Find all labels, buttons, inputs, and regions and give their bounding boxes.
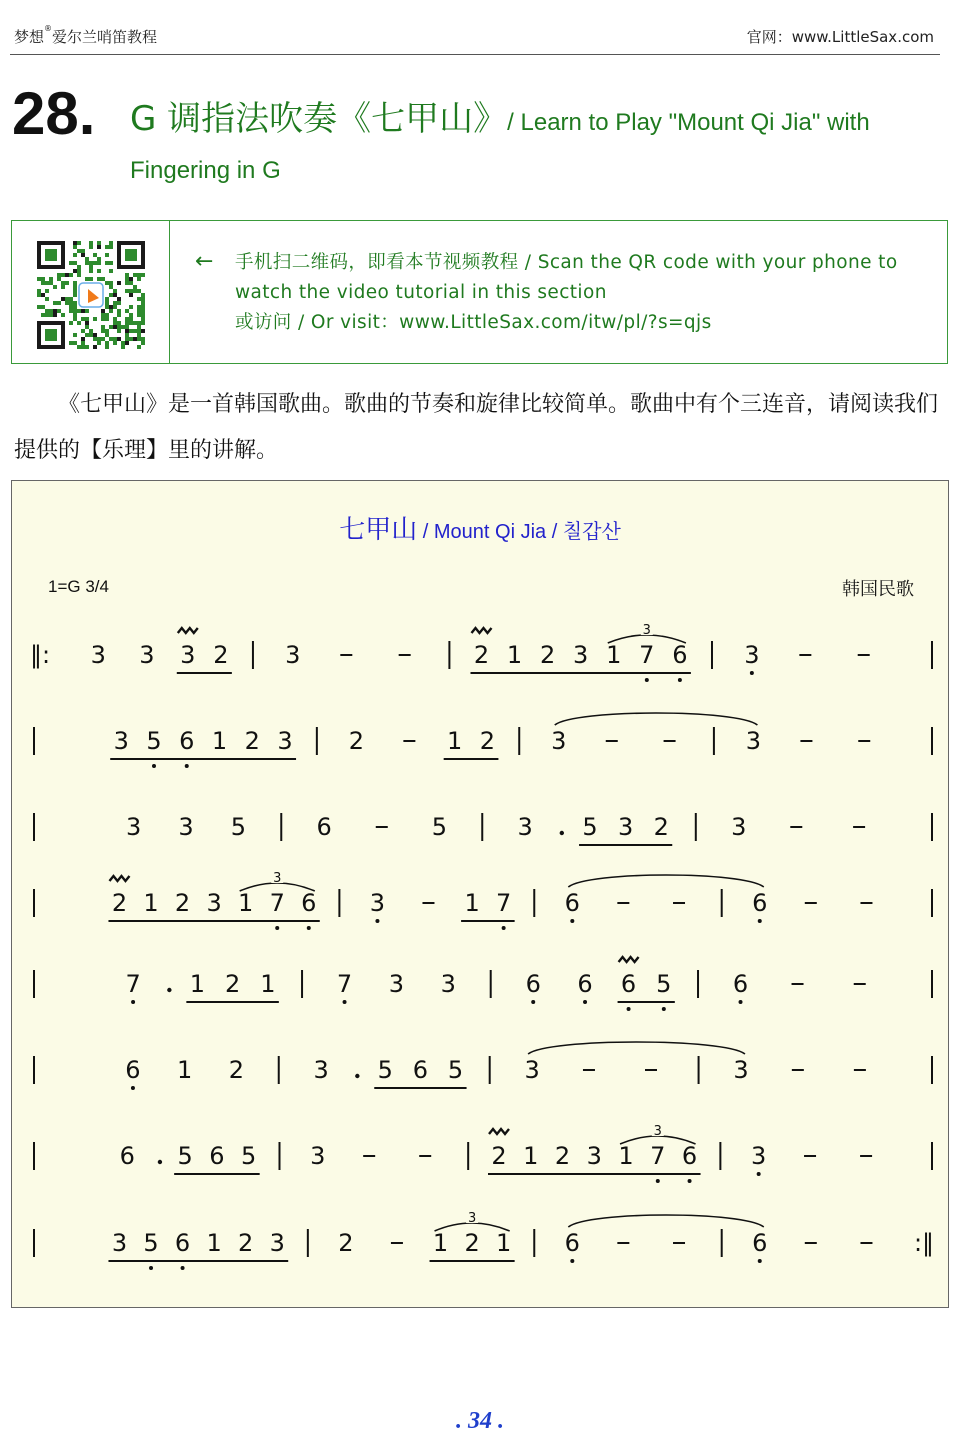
jianpu-note: 5 (146, 727, 162, 755)
jianpu-note: 3 (745, 727, 762, 755)
lesson-number: 28. (12, 80, 96, 147)
jianpu-note: 3 (744, 641, 760, 669)
jianpu-note: 1 (506, 641, 523, 669)
jianpu-note: 6 (752, 889, 768, 917)
low-octave-dot (758, 919, 762, 923)
jianpu-note: 6 (412, 1056, 429, 1084)
jianpu-note: 6 (564, 889, 580, 917)
jianpu-note: 5 (143, 1229, 159, 1257)
jianpu-note: 6 (179, 727, 195, 755)
jianpu-note: 3 (517, 813, 533, 841)
jianpu-note: 2 (539, 641, 556, 669)
lesson-title-en: / Learn to Play "Mount Qi Jia" with Fingering in G (130, 109, 870, 184)
low-octave-dot (627, 1007, 631, 1011)
jianpu-notation (12, 481, 948, 1307)
jianpu-note: 2 (228, 1056, 244, 1084)
low-octave-dot (131, 1000, 135, 1004)
key-signature: 1=G 3/4 (48, 577, 109, 596)
jianpu-note: 3 (113, 727, 129, 755)
jianpu-note: 2 (238, 1229, 254, 1257)
jianpu-note: 2 (111, 889, 128, 917)
triplet-number: 3 (653, 1124, 662, 1139)
brand-title: 爱尔兰哨笛教程 (52, 28, 158, 46)
jianpu-note: 5 (377, 1056, 393, 1084)
score-title-zh: 七甲山 (339, 515, 418, 545)
lesson-title-zh: G 调指法吹奏《七甲山》 (130, 99, 508, 139)
jianpu-note: 1 (447, 727, 463, 755)
jianpu-note: 3 (180, 641, 196, 669)
brand-name: 梦想 (14, 28, 45, 46)
jianpu-note: 2 (338, 1229, 354, 1257)
jianpu-note: 5 (447, 1056, 464, 1084)
jianpu-note: 6 (174, 1229, 191, 1257)
jianpu-note: 7 (495, 889, 512, 917)
jianpu-note: 3 (551, 727, 567, 755)
ornament-mark (109, 876, 129, 881)
low-octave-dot (662, 1007, 666, 1011)
jianpu-note: 1 (618, 1142, 634, 1170)
tie-slur (568, 1215, 763, 1227)
header-brand (14, 26, 157, 47)
jianpu-note: 3 (126, 813, 142, 841)
triplet-number: 3 (273, 871, 282, 886)
jianpu-note: 7 (639, 641, 655, 669)
jianpu-note: 3 (731, 813, 747, 841)
jianpu-note: 6 (209, 1142, 225, 1170)
jianpu-note: 6 (301, 889, 317, 917)
jianpu-note: 6 (672, 641, 688, 669)
jianpu-note: 6 (620, 970, 637, 998)
tie-slur (555, 713, 758, 725)
jianpu-note: 3 (733, 1056, 749, 1084)
jianpu-note: 5 (230, 813, 246, 841)
low-octave-dot (688, 1179, 692, 1183)
song-origin: 韩国民歌 (842, 579, 914, 600)
jianpu-note: 1 (432, 1229, 449, 1257)
intro-text: 《七甲山》是一首韩国歌曲。歌曲的节奏和旋律比较简单。歌曲中有个三连音，请阅读我们提供的【乐理】里的讲解。 (14, 392, 939, 463)
jianpu-note: 6 (732, 970, 749, 998)
jianpu-note: 3 (440, 970, 456, 998)
jianpu-note: 1 (495, 1229, 512, 1257)
augmentation-dot (167, 988, 171, 992)
arrow-left-icon: ← (195, 249, 214, 274)
jianpu-note: 3 (310, 1142, 326, 1170)
ornament-mark (178, 628, 198, 633)
jianpu-note: 2 (224, 970, 241, 998)
jianpu-note: 2 (174, 889, 191, 917)
qr-line-2: watch the video tutorial in this section (235, 282, 607, 303)
jianpu-note: 5 (177, 1142, 193, 1170)
jianpu-note: 7 (336, 970, 353, 998)
jianpu-note: 6 (681, 1142, 698, 1170)
jianpu-note: 6 (525, 970, 541, 998)
low-octave-dot (181, 1266, 185, 1270)
jianpu-note: 1 (260, 970, 276, 998)
low-octave-dot (758, 1259, 762, 1263)
jianpu-note: 3 (277, 727, 293, 755)
jianpu-note: 3 (388, 970, 405, 998)
jianpu-note: 1 (211, 727, 228, 755)
jianpu-note: 3 (285, 641, 301, 669)
ornament-mark (471, 628, 491, 633)
triplet-number: 3 (642, 623, 651, 638)
augmentation-dot (158, 1160, 162, 1164)
low-octave-dot (185, 764, 189, 768)
triplet-number: 3 (467, 1211, 477, 1226)
jianpu-note: 3 (751, 1142, 767, 1170)
jianpu-note: 5 (656, 970, 672, 998)
jianpu-note: 7 (125, 970, 141, 998)
qr-code-icon[interactable] (37, 241, 145, 349)
jianpu-note: 2 (554, 1142, 571, 1170)
jianpu-note: 3 (573, 641, 589, 669)
low-octave-dot (307, 926, 311, 930)
qr-panel (11, 220, 948, 364)
jianpu-note: 7 (269, 889, 285, 917)
jianpu-note: 2 (491, 1142, 507, 1170)
jianpu-note: 5 (241, 1142, 257, 1170)
jianpu-note: 1 (143, 889, 159, 917)
jianpu-note: 1 (177, 1056, 193, 1084)
jianpu-note: 3 (111, 1229, 128, 1257)
low-octave-dot (750, 671, 754, 675)
jianpu-note: 3 (139, 641, 155, 669)
low-octave-dot (583, 1000, 587, 1004)
jianpu-note: 1 (189, 970, 205, 998)
low-octave-dot (343, 1000, 347, 1004)
low-octave-dot (531, 1000, 535, 1004)
jianpu-note: 2 (213, 641, 229, 669)
ornament-mark (619, 957, 639, 962)
qr-panel-divider (169, 221, 170, 363)
jianpu-note: 1 (606, 641, 622, 669)
low-octave-dot (375, 919, 379, 923)
tie-slur (568, 875, 763, 887)
jianpu-note: 3 (206, 889, 222, 917)
jianpu-note: 6 (577, 970, 593, 998)
jianpu-note: 3 (313, 1056, 329, 1084)
jianpu-note: 3 (586, 1142, 602, 1170)
jianpu-note: 2 (464, 1229, 480, 1257)
jianpu-note: 1 (523, 1142, 539, 1170)
jianpu-note: 5 (431, 813, 447, 841)
lesson-title (130, 96, 940, 196)
header-site[interactable]: 官网：www.LittleSax.com (746, 28, 934, 46)
jianpu-note: 5 (582, 813, 598, 841)
low-octave-dot (149, 1266, 153, 1270)
qr-line-1: 手机扫二维码，即看本节视频教程 / Scan the QR code with your phone to (235, 252, 898, 273)
score-title-rest: / Mount Qi Jia / 칠갑산 (417, 521, 621, 543)
score-sheet (11, 480, 949, 1308)
jianpu-note: 2 (473, 641, 490, 669)
jianpu-note: 2 (479, 727, 496, 755)
jianpu-note: 2 (653, 813, 669, 841)
ornament-mark (489, 1129, 509, 1134)
low-octave-dot (570, 919, 574, 923)
low-octave-dot (570, 1259, 574, 1263)
low-octave-dot (656, 1179, 660, 1183)
low-octave-dot (757, 1172, 761, 1176)
low-octave-dot (645, 678, 649, 682)
low-octave-dot (131, 1086, 135, 1090)
header-divider (10, 54, 940, 55)
registered-mark: ® (44, 24, 53, 33)
jianpu-note: 6 (564, 1229, 580, 1257)
augmentation-dot (355, 1074, 359, 1078)
jianpu-note: 3 (618, 813, 634, 841)
jianpu-note: 3 (369, 889, 386, 917)
low-octave-dot (152, 764, 156, 768)
jianpu-note: 3 (178, 813, 194, 841)
intro-paragraph (14, 382, 944, 474)
jianpu-note: 3 (90, 641, 106, 669)
jianpu-note: 1 (238, 889, 254, 917)
qr-line-3[interactable]: 或访问 / Or visit：www.LittleSax.com/itw/pl/?s=qjs (235, 312, 712, 333)
jianpu-note: 6 (752, 1229, 768, 1257)
start-repeat-sign: ‖: (30, 641, 51, 669)
jianpu-note: 2 (244, 727, 260, 755)
low-octave-dot (739, 1000, 743, 1004)
page-number: . 34 . (456, 1408, 504, 1434)
low-octave-dot (502, 926, 506, 930)
jianpu-note: 2 (348, 727, 365, 755)
jianpu-note: 1 (206, 1229, 222, 1257)
jianpu-note: 6 (125, 1056, 141, 1084)
augmentation-dot (560, 831, 564, 835)
jianpu-note: 3 (269, 1229, 285, 1257)
jianpu-note: 6 (119, 1142, 135, 1170)
jianpu-note: 6 (316, 813, 332, 841)
jianpu-note: 7 (650, 1142, 666, 1170)
jianpu-note: 1 (464, 889, 480, 917)
end-repeat-sign: :‖ (913, 1229, 935, 1257)
qr-instructions (195, 247, 945, 338)
low-octave-dot (275, 926, 279, 930)
jianpu-note: 3 (524, 1056, 540, 1084)
tie-slur (528, 1042, 745, 1054)
low-octave-dot (678, 678, 682, 682)
